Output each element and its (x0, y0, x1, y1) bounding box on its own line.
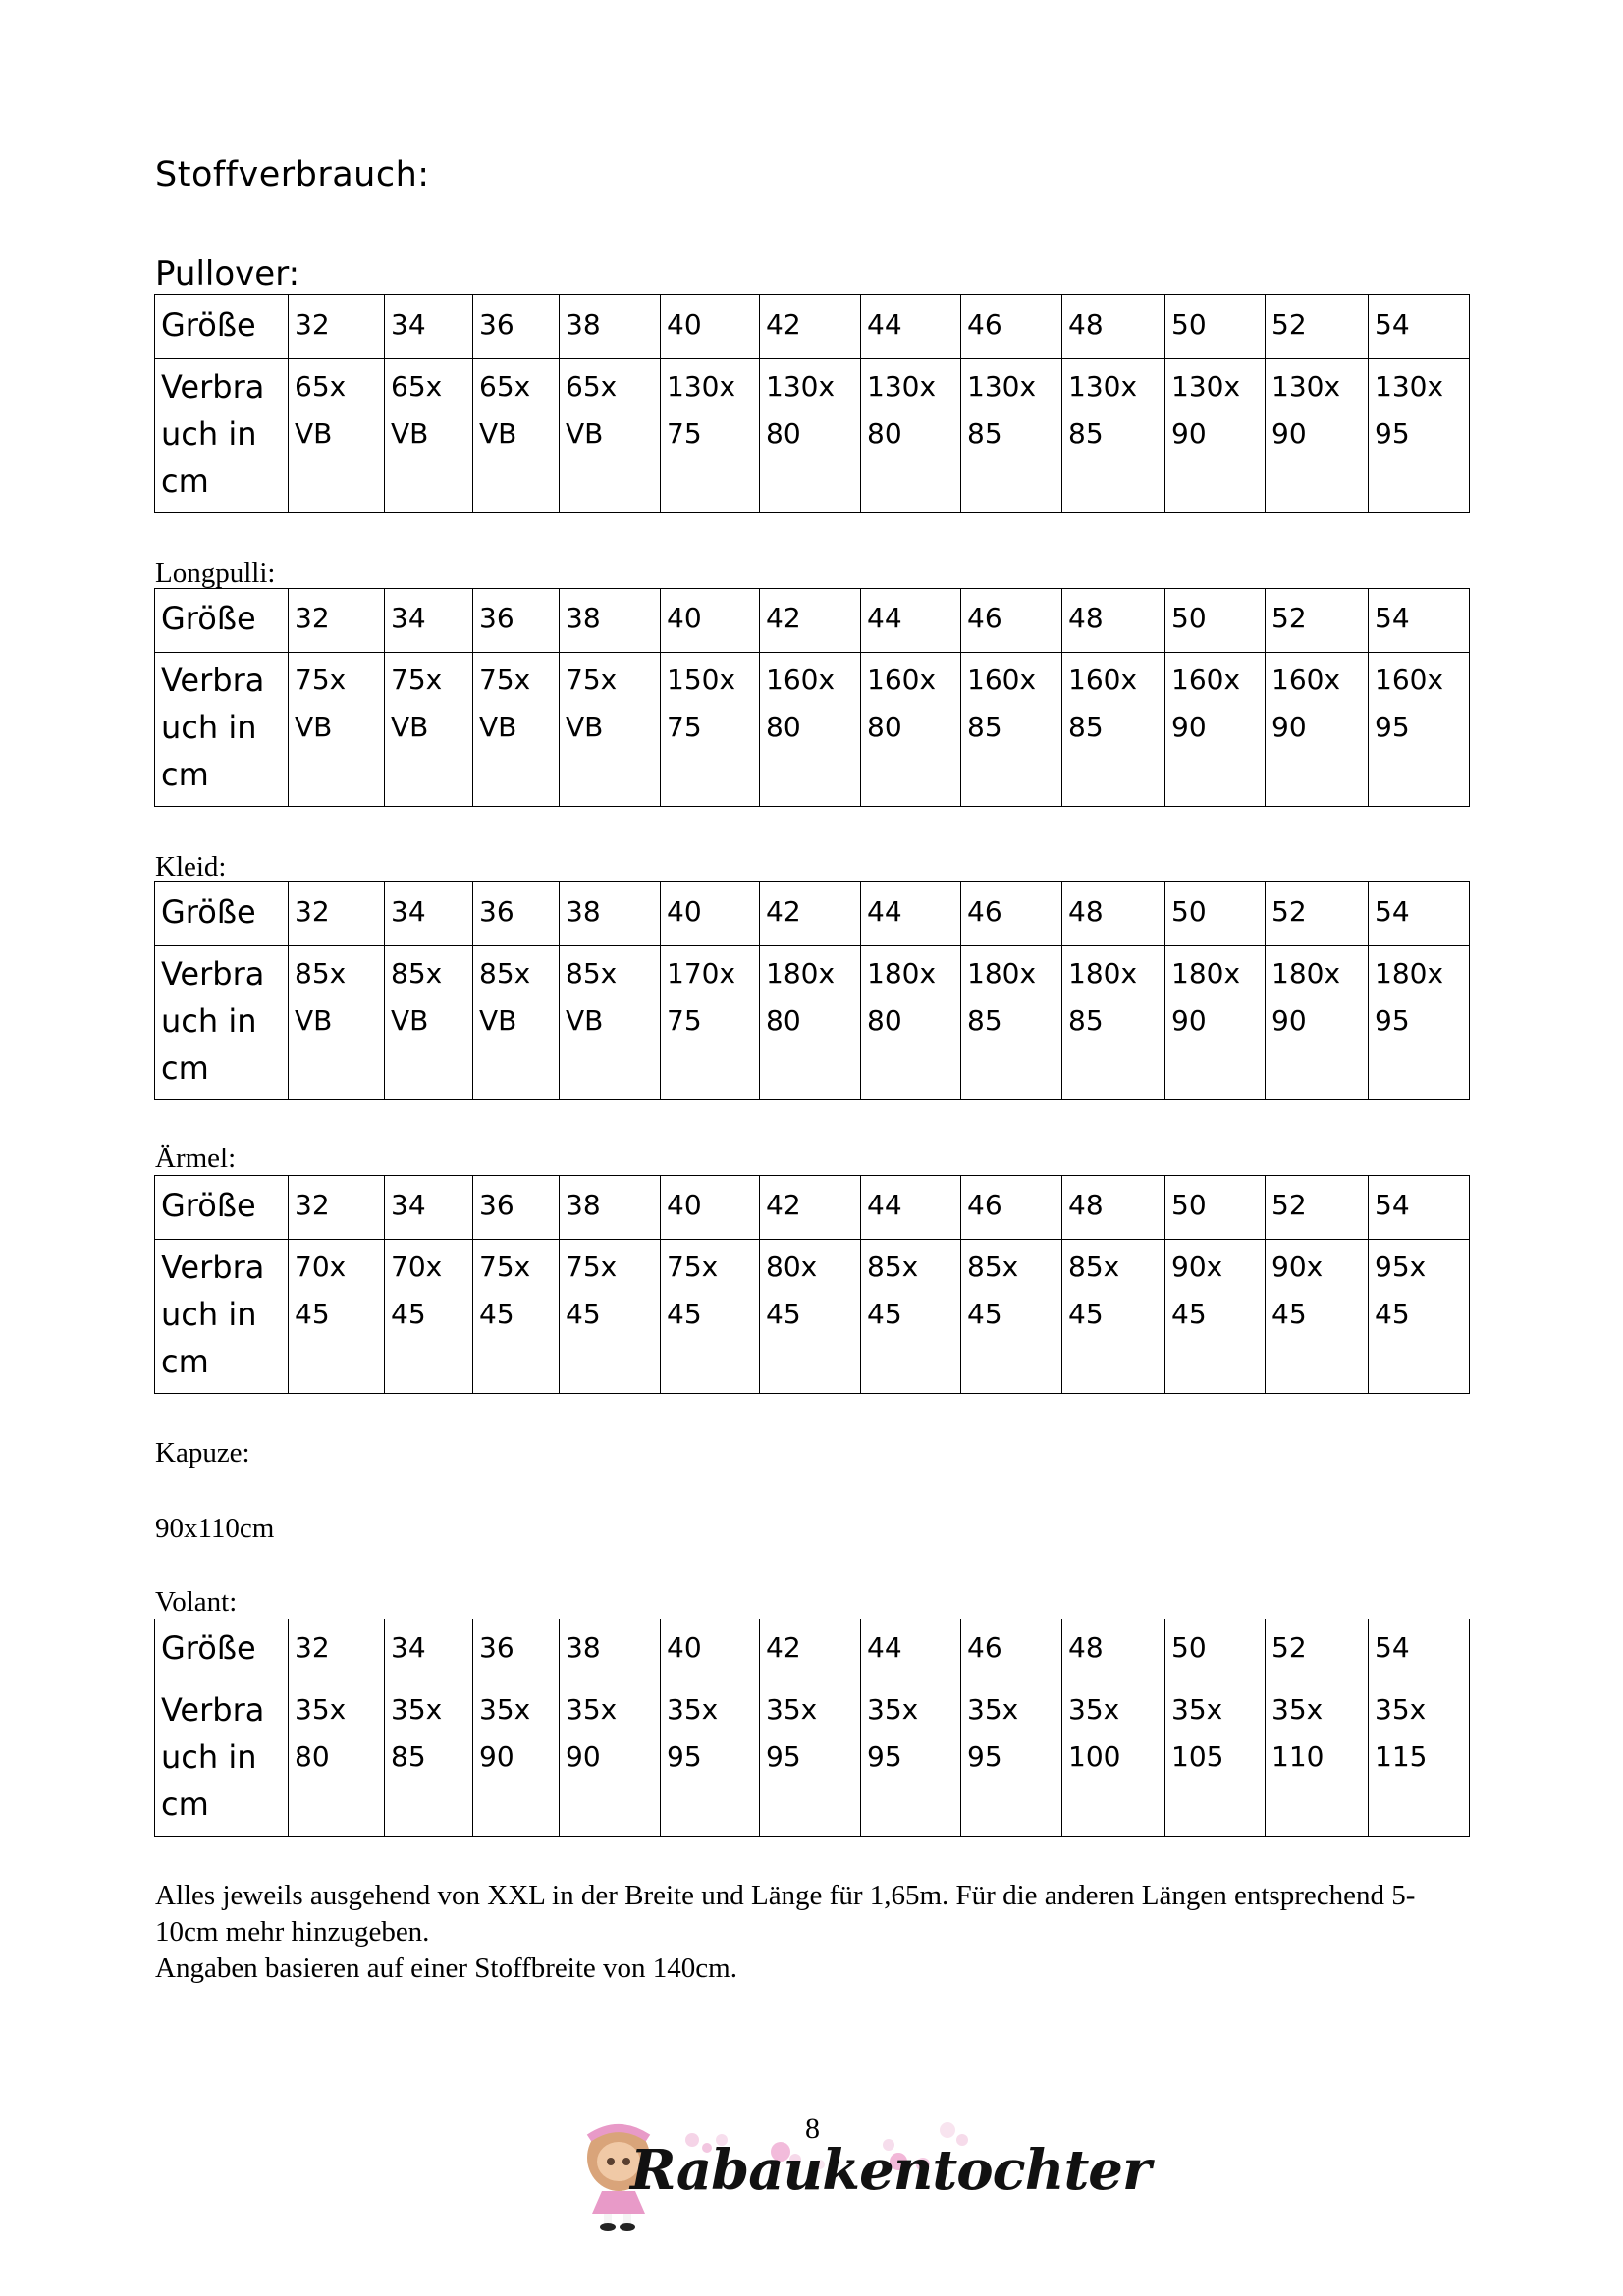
usage-length: VB (391, 1004, 429, 1037)
hood-value: 90x110cm (155, 1513, 275, 1544)
size-row (155, 295, 1470, 359)
size-cell: 52 (1266, 295, 1369, 359)
size-cell: 34 (385, 1176, 473, 1240)
usage-cell (1266, 653, 1369, 807)
usage-cell (1062, 359, 1165, 513)
usage-row-label (155, 359, 289, 513)
size-cell: 44 (861, 882, 961, 946)
usage-cell (1165, 1682, 1266, 1837)
usage-length: 95 (766, 1740, 801, 1773)
size-cell: 36 (473, 882, 560, 946)
usage-row-label (155, 946, 289, 1100)
usage-cell (961, 653, 1062, 807)
usage-length: 90 (1271, 1004, 1307, 1037)
usage-length: 80 (867, 711, 902, 743)
usage-label-line: uch in (161, 1002, 257, 1040)
usage-label-line: cm (161, 1049, 209, 1087)
usage-cell (861, 1240, 961, 1394)
section-heading-longpulli: Longpulli: (155, 558, 276, 589)
usage-cell (1165, 359, 1266, 513)
usage-length: 95 (867, 1740, 902, 1773)
usage-label-line: uch in (161, 1296, 257, 1333)
usage-width: 75x (391, 664, 443, 696)
size-row-label: Größe (155, 1176, 289, 1240)
usage-width: 35x (566, 1693, 618, 1726)
size-cell: 34 (385, 589, 473, 653)
usage-length: 85 (967, 1004, 1002, 1037)
usage-width: 95x (1375, 1251, 1427, 1283)
usage-width: 75x (295, 664, 347, 696)
size-cell: 42 (760, 1619, 861, 1682)
size-cell: 32 (289, 1176, 385, 1240)
size-cell: 34 (385, 1619, 473, 1682)
usage-length: 85 (967, 711, 1002, 743)
usage-length: 45 (1068, 1298, 1104, 1330)
section-heading-volant: Volant: (155, 1586, 238, 1618)
usage-width: 160x (967, 664, 1037, 696)
size-cell: 44 (861, 589, 961, 653)
usage-cell (385, 1240, 473, 1394)
usage-width: 180x (967, 957, 1037, 989)
usage-length: 45 (766, 1298, 801, 1330)
usage-width: 180x (1171, 957, 1241, 989)
usage-width: 35x (479, 1693, 531, 1726)
usage-width: 160x (766, 664, 836, 696)
size-cell: 38 (560, 589, 661, 653)
usage-label-line: Verbra (161, 368, 265, 405)
notes (155, 1878, 1471, 1987)
usage-cell (961, 359, 1062, 513)
usage-length: 90 (1171, 1004, 1207, 1037)
usage-length: VB (295, 711, 333, 743)
size-cell: 48 (1062, 1619, 1165, 1682)
size-cell: 48 (1062, 295, 1165, 359)
section-heading-kleid: Kleid: (155, 851, 227, 882)
usage-length: 100 (1068, 1740, 1121, 1773)
usage-cell (1369, 653, 1470, 807)
usage-label-line: Verbra (161, 1691, 265, 1729)
size-cell: 36 (473, 1619, 560, 1682)
usage-cell (760, 1682, 861, 1837)
usage-width: 35x (1271, 1693, 1324, 1726)
size-cell: 50 (1165, 295, 1266, 359)
usage-cell (385, 359, 473, 513)
size-cell: 54 (1369, 882, 1470, 946)
usage-width: 85x (566, 957, 618, 989)
size-cell: 52 (1266, 589, 1369, 653)
usage-length: 85 (967, 417, 1002, 450)
table-pullover (154, 294, 1470, 513)
usage-cell (1266, 359, 1369, 513)
size-cell: 54 (1369, 1176, 1470, 1240)
usage-width: 160x (1271, 664, 1341, 696)
usage-length: 45 (667, 1298, 702, 1330)
usage-width: 85x (295, 957, 347, 989)
size-cell: 52 (1266, 882, 1369, 946)
usage-length: 80 (766, 711, 801, 743)
usage-cell (1369, 946, 1470, 1100)
usage-cell (1266, 946, 1369, 1100)
usage-length: 105 (1171, 1740, 1224, 1773)
usage-length: 85 (1068, 1004, 1104, 1037)
usage-cell (289, 1682, 385, 1837)
size-cell: 42 (760, 295, 861, 359)
usage-cell (1369, 1240, 1470, 1394)
usage-length: 45 (566, 1298, 601, 1330)
usage-width: 85x (967, 1251, 1019, 1283)
size-row-label: Größe (155, 295, 289, 359)
usage-cell (473, 946, 560, 1100)
usage-cell (1062, 1240, 1165, 1394)
usage-width: 160x (1171, 664, 1241, 696)
usage-row (155, 1682, 1470, 1837)
usage-cell (1369, 1682, 1470, 1837)
usage-length: 95 (1375, 1004, 1410, 1037)
usage-cell (760, 359, 861, 513)
size-cell: 32 (289, 882, 385, 946)
usage-label-line: uch in (161, 709, 257, 746)
usage-width: 130x (1375, 370, 1444, 402)
usage-width: 65x (295, 370, 347, 402)
size-row (155, 1619, 1470, 1682)
usage-length: 115 (1375, 1740, 1428, 1773)
page-number: 8 (805, 2112, 820, 2145)
size-cell: 40 (661, 1619, 760, 1682)
size-cell: 52 (1266, 1619, 1369, 1682)
size-cell: 36 (473, 1176, 560, 1240)
usage-row (155, 653, 1470, 807)
usage-cell (861, 359, 961, 513)
usage-length: 80 (867, 1004, 902, 1037)
usage-cell (1062, 653, 1165, 807)
usage-width: 160x (1375, 664, 1444, 696)
size-row (155, 882, 1470, 946)
size-cell: 40 (661, 589, 760, 653)
usage-width: 35x (667, 1693, 719, 1726)
size-cell: 54 (1369, 589, 1470, 653)
usage-width: 180x (1271, 957, 1341, 989)
usage-length: 95 (667, 1740, 702, 1773)
usage-cell (289, 359, 385, 513)
usage-width: 35x (967, 1693, 1019, 1726)
usage-cell (861, 946, 961, 1100)
usage-width: 150x (667, 664, 736, 696)
usage-length: 75 (667, 417, 702, 450)
size-cell: 50 (1165, 882, 1266, 946)
size-cell: 44 (861, 1619, 961, 1682)
usage-width: 35x (766, 1693, 818, 1726)
usage-width: 180x (766, 957, 836, 989)
usage-cell (1165, 1240, 1266, 1394)
usage-cell (760, 653, 861, 807)
usage-cell (861, 1682, 961, 1837)
size-cell: 40 (661, 295, 760, 359)
size-cell: 46 (961, 295, 1062, 359)
usage-length: VB (566, 417, 604, 450)
usage-cell (961, 1682, 1062, 1837)
size-cell: 54 (1369, 295, 1470, 359)
usage-length: 45 (391, 1298, 426, 1330)
size-cell: 36 (473, 589, 560, 653)
usage-cell (661, 359, 760, 513)
usage-length: 80 (867, 417, 902, 450)
usage-cell (289, 946, 385, 1100)
usage-cell (385, 1682, 473, 1837)
table-longpulli (154, 588, 1470, 807)
size-cell: 42 (760, 589, 861, 653)
usage-cell (385, 946, 473, 1100)
usage-cell (1266, 1240, 1369, 1394)
usage-width: 75x (479, 1251, 531, 1283)
usage-length: 45 (967, 1298, 1002, 1330)
usage-width: 90x (1171, 1251, 1223, 1283)
usage-width: 130x (967, 370, 1037, 402)
usage-cell (961, 946, 1062, 1100)
usage-width: 160x (867, 664, 937, 696)
size-cell: 32 (289, 589, 385, 653)
usage-length: 45 (295, 1298, 330, 1330)
usage-length: VB (479, 417, 517, 450)
usage-length: VB (566, 711, 604, 743)
usage-cell (1165, 653, 1266, 807)
size-cell: 34 (385, 295, 473, 359)
size-cell: 42 (760, 882, 861, 946)
logo-wordmark: Rabaukentochter (630, 2138, 1151, 2203)
usage-cell (760, 946, 861, 1100)
usage-cell (760, 1240, 861, 1394)
usage-cell (661, 1240, 760, 1394)
usage-width: 130x (766, 370, 836, 402)
usage-width: 170x (667, 957, 736, 989)
usage-width: 90x (1271, 1251, 1324, 1283)
section-heading-kapuze: Kapuze: (155, 1437, 250, 1468)
section-heading-pullover: Pullover: (155, 254, 300, 294)
usage-label-line: cm (161, 1343, 209, 1380)
usage-length: 45 (867, 1298, 902, 1330)
note-line: Angaben basieren auf einer Stoffbreite von 140cm. (155, 1952, 737, 1984)
page-title: Stoffverbrauch: (155, 155, 430, 194)
size-cell: 38 (560, 1619, 661, 1682)
usage-width: 35x (867, 1693, 919, 1726)
usage-width: 180x (867, 957, 937, 989)
usage-length: 90 (1271, 711, 1307, 743)
size-cell: 36 (473, 295, 560, 359)
usage-cell (560, 653, 661, 807)
usage-length: 110 (1271, 1740, 1325, 1773)
usage-width: 75x (667, 1251, 719, 1283)
usage-length: 90 (1271, 417, 1307, 450)
note-line: Alles jeweils ausgehend von XXL in der Breite und Länge für 1,65m. Für die anderen Längen entsprechend 5-10cm mehr hinzugeben. (155, 1880, 1416, 1948)
usage-length: 75 (667, 1004, 702, 1037)
usage-width: 130x (867, 370, 937, 402)
usage-width: 35x (1171, 1693, 1223, 1726)
usage-length: 90 (566, 1740, 601, 1773)
size-cell: 34 (385, 882, 473, 946)
usage-length: 80 (766, 1004, 801, 1037)
usage-cell (861, 653, 961, 807)
usage-length: VB (391, 711, 429, 743)
usage-length: 80 (295, 1740, 330, 1773)
usage-cell (385, 653, 473, 807)
usage-width: 130x (1068, 370, 1138, 402)
usage-label-line: Verbra (161, 662, 265, 699)
usage-width: 35x (1375, 1693, 1427, 1726)
usage-row (155, 1240, 1470, 1394)
usage-width: 130x (1271, 370, 1341, 402)
usage-length: 95 (967, 1740, 1002, 1773)
size-row-label: Größe (155, 589, 289, 653)
usage-length: VB (479, 711, 517, 743)
usage-row-label (155, 1240, 289, 1394)
usage-cell (1266, 1682, 1369, 1837)
size-cell: 32 (289, 1619, 385, 1682)
usage-width: 75x (566, 664, 618, 696)
usage-label-line: cm (161, 1786, 209, 1823)
size-row (155, 589, 1470, 653)
size-cell: 48 (1062, 589, 1165, 653)
usage-length: 45 (479, 1298, 514, 1330)
size-cell: 44 (861, 1176, 961, 1240)
usage-cell (1062, 1682, 1165, 1837)
usage-width: 85x (391, 957, 443, 989)
usage-width: 130x (667, 370, 736, 402)
usage-width: 85x (1068, 1251, 1120, 1283)
size-cell: 50 (1165, 1619, 1266, 1682)
usage-width: 70x (295, 1251, 347, 1283)
usage-cell (661, 653, 760, 807)
size-cell: 38 (560, 295, 661, 359)
usage-row-label (155, 1682, 289, 1837)
usage-cell (661, 1682, 760, 1837)
size-cell: 48 (1062, 1176, 1165, 1240)
usage-cell (560, 946, 661, 1100)
usage-width: 65x (391, 370, 443, 402)
usage-cell (1369, 359, 1470, 513)
size-row (155, 1176, 1470, 1240)
size-cell: 48 (1062, 882, 1165, 946)
usage-label-line: cm (161, 756, 209, 793)
usage-row (155, 946, 1470, 1100)
usage-length: 90 (1171, 711, 1207, 743)
usage-cell (289, 1240, 385, 1394)
size-cell: 40 (661, 1176, 760, 1240)
usage-width: 70x (391, 1251, 443, 1283)
table-aermel (154, 1175, 1470, 1394)
size-cell: 46 (961, 1176, 1062, 1240)
size-cell: 46 (961, 882, 1062, 946)
size-cell: 38 (560, 1176, 661, 1240)
size-cell: 50 (1165, 589, 1266, 653)
usage-length: 90 (1171, 417, 1207, 450)
usage-width: 35x (391, 1693, 443, 1726)
usage-label-line: uch in (161, 415, 257, 453)
size-cell: 54 (1369, 1619, 1470, 1682)
usage-row-label (155, 653, 289, 807)
usage-length: 80 (766, 417, 801, 450)
usage-cell (473, 1240, 560, 1394)
usage-width: 65x (479, 370, 531, 402)
usage-width: 180x (1068, 957, 1138, 989)
usage-cell (560, 1240, 661, 1394)
table-kleid (154, 881, 1470, 1100)
usage-row (155, 359, 1470, 513)
usage-length: VB (295, 417, 333, 450)
usage-width: 35x (1068, 1693, 1120, 1726)
usage-length: 85 (1068, 711, 1104, 743)
size-cell: 42 (760, 1176, 861, 1240)
usage-width: 180x (1375, 957, 1444, 989)
usage-length: 85 (1068, 417, 1104, 450)
usage-cell (473, 359, 560, 513)
usage-length: 85 (391, 1740, 426, 1773)
usage-cell (1165, 946, 1266, 1100)
usage-width: 160x (1068, 664, 1138, 696)
usage-length: 95 (1375, 417, 1410, 450)
usage-length: VB (479, 1004, 517, 1037)
table-volant (154, 1619, 1470, 1837)
size-cell: 32 (289, 295, 385, 359)
usage-length: 95 (1375, 711, 1410, 743)
usage-width: 85x (867, 1251, 919, 1283)
size-cell: 40 (661, 882, 760, 946)
usage-width: 75x (479, 664, 531, 696)
size-cell: 44 (861, 295, 961, 359)
size-cell: 38 (560, 882, 661, 946)
size-cell: 46 (961, 589, 1062, 653)
size-cell: 52 (1266, 1176, 1369, 1240)
usage-cell (961, 1240, 1062, 1394)
usage-width: 75x (566, 1251, 618, 1283)
section-heading-aermel: Ärmel: (155, 1143, 237, 1174)
usage-length: VB (391, 417, 429, 450)
size-cell: 50 (1165, 1176, 1266, 1240)
usage-length: 75 (667, 711, 702, 743)
usage-width: 65x (566, 370, 618, 402)
usage-width: 85x (479, 957, 531, 989)
usage-length: 45 (1171, 1298, 1207, 1330)
usage-cell (560, 1682, 661, 1837)
usage-label-line: cm (161, 462, 209, 500)
size-cell: 46 (961, 1619, 1062, 1682)
usage-width: 130x (1171, 370, 1241, 402)
usage-label-line: Verbra (161, 1249, 265, 1286)
usage-length: 45 (1271, 1298, 1307, 1330)
usage-width: 35x (295, 1693, 347, 1726)
size-row-label: Größe (155, 882, 289, 946)
usage-cell (560, 359, 661, 513)
size-row-label: Größe (155, 1619, 289, 1682)
usage-length: 90 (479, 1740, 514, 1773)
usage-length: VB (566, 1004, 604, 1037)
usage-cell (473, 1682, 560, 1837)
usage-length: 45 (1375, 1298, 1410, 1330)
usage-width: 80x (766, 1251, 818, 1283)
usage-cell (1062, 946, 1165, 1100)
usage-label-line: uch in (161, 1738, 257, 1776)
usage-length: VB (295, 1004, 333, 1037)
usage-cell (289, 653, 385, 807)
usage-cell (661, 946, 760, 1100)
usage-cell (473, 653, 560, 807)
usage-label-line: Verbra (161, 955, 265, 992)
